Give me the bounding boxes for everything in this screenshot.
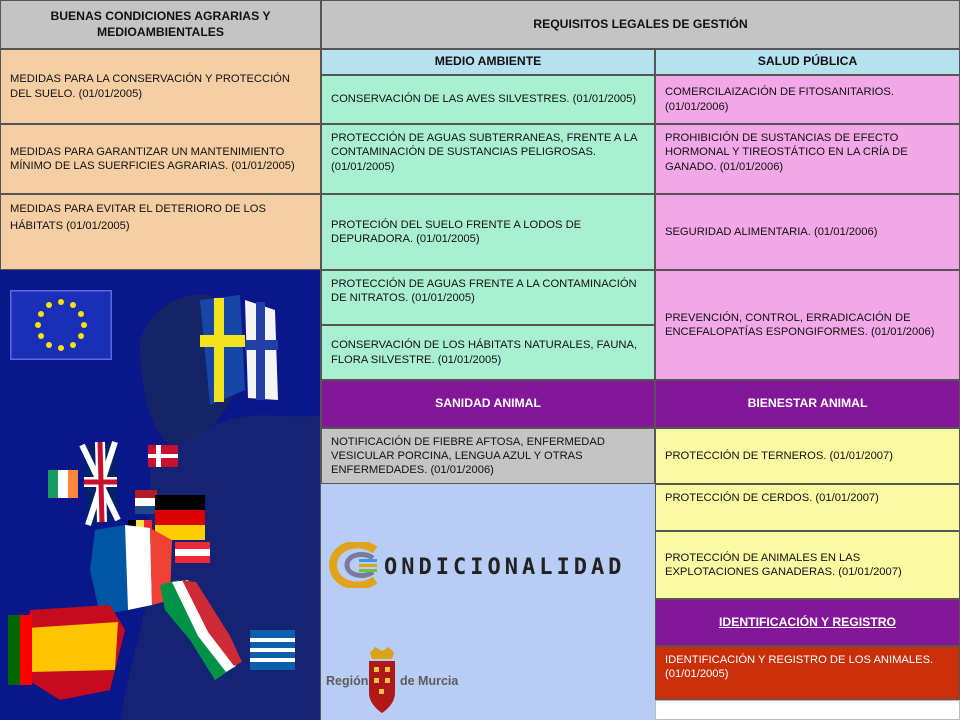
header-bcam: BUENAS CONDICIONES AGRARIAS Y MEDIOAMBIENTALES — [0, 0, 321, 49]
bcam-item: MEDIDAS PARA GARANTIZAR UN MANTENIMIENTO MÍNIMO DE LAS SUERFICIES AGRARIAS. (01/01/2005) — [0, 124, 321, 194]
bienestar-animal-item: PROTECCIÓN DE ANIMALES EN LAS EXPLOTACIONES GANADERAS. (01/01/2007) — [655, 531, 960, 599]
condicionalidad-wordmark: ONDICIONALIDAD — [384, 555, 626, 580]
header-bienestar-animal: BIENESTAR ANIMAL — [655, 380, 960, 428]
eu-flag-icon — [10, 290, 112, 360]
header-rlg: REQUISITOS LEGALES DE GESTIÓN — [321, 0, 960, 49]
identificacion-item: IDENTIFICACIÓN Y REGISTRO DE LOS ANIMALES. (01/01/2005) — [655, 646, 960, 700]
europe-flags-map — [0, 270, 321, 720]
salud-publica-item: PREVENCIÓN, CONTROL, ERRADICACIÓN DE ENCEFALOPATÍAS ESPONGIFORMES. (01/01/2006) — [655, 270, 960, 380]
header-identificacion — [655, 599, 960, 646]
region-label: Región — [326, 674, 369, 688]
bcam-item: MEDIDAS PARA EVITAR EL DETERIORO DE LOS HÁBITATS (01/01/2005) — [0, 194, 321, 270]
murcia-label: de Murcia — [400, 674, 459, 688]
medio-ambiente-item: PROTECIÓN DEL SUELO FRENTE A LODOS DE DEPURADORA. (01/01/2005) — [321, 194, 655, 270]
salud-publica-item: SEGURIDAD ALIMENTARIA. (01/01/2006) — [655, 194, 960, 270]
bottom-blank-cell — [655, 700, 960, 720]
sanidad-animal-item: NOTIFICACIÓN DE FIEBRE AFTOSA, ENFERMEDAD VESICULAR PORCINA, LENGUA AZUL Y OTRAS ENFERMEDADES. (01/01/2006) — [321, 428, 655, 484]
header-sanidad-animal: SANIDAD ANIMAL — [321, 380, 655, 428]
header-salud-publica: SALUD PÚBLICA — [655, 49, 960, 75]
condicionalidad-logo-icon — [329, 542, 381, 588]
medio-ambiente-item: PROTECCIÓN DE AGUAS FRENTE A LA CONTAMINACIÓN DE NITRATOS. (01/01/2005) — [321, 270, 655, 325]
salud-publica-item: COMERCILAIZACIÓN DE FITOSANITARIOS. (01/01/2006) — [655, 75, 960, 124]
medio-ambiente-item: CONSERVACIÓN DE LAS AVES SILVESTRES. (01/01/2005) — [321, 75, 655, 124]
bienestar-animal-item: PROTECCIÓN DE TERNEROS. (01/01/2007) — [655, 428, 960, 484]
salud-publica-item: PROHIBICIÓN DE SUSTANCIAS DE EFECTO HORMONAL Y TIREOSTÁTICO EN LA CRÍA DE GANADO. (01/01/2006) — [655, 124, 960, 194]
murcia-coat-of-arms-icon — [365, 645, 399, 715]
bienestar-animal-item: PROTECCIÓN DE CERDOS. (01/01/2007) — [655, 484, 960, 531]
medio-ambiente-item: CONSERVACIÓN DE LOS HÁBITATS NATURALES, FAUNA, FLORA SILVESTRE. (01/01/2005) — [321, 325, 655, 380]
condicionalidad-logo-panel — [321, 484, 655, 720]
header-medio-ambiente: MEDIO AMBIENTE — [321, 49, 655, 75]
bcam-item: MEDIDAS PARA LA CONSERVACIÓN Y PROTECCIÓN DEL SUELO. (01/01/2005) — [0, 49, 321, 124]
medio-ambiente-item: PROTECCIÓN DE AGUAS SUBTERRANEAS, FRENTE A LA CONTAMINACIÓN DE SUSTANCIAS PELIGROSAS. (01/01/2005) — [321, 124, 655, 194]
header-identificacion-label: IDENTIFICACIÓN Y REGISTRO — [719, 614, 896, 629]
